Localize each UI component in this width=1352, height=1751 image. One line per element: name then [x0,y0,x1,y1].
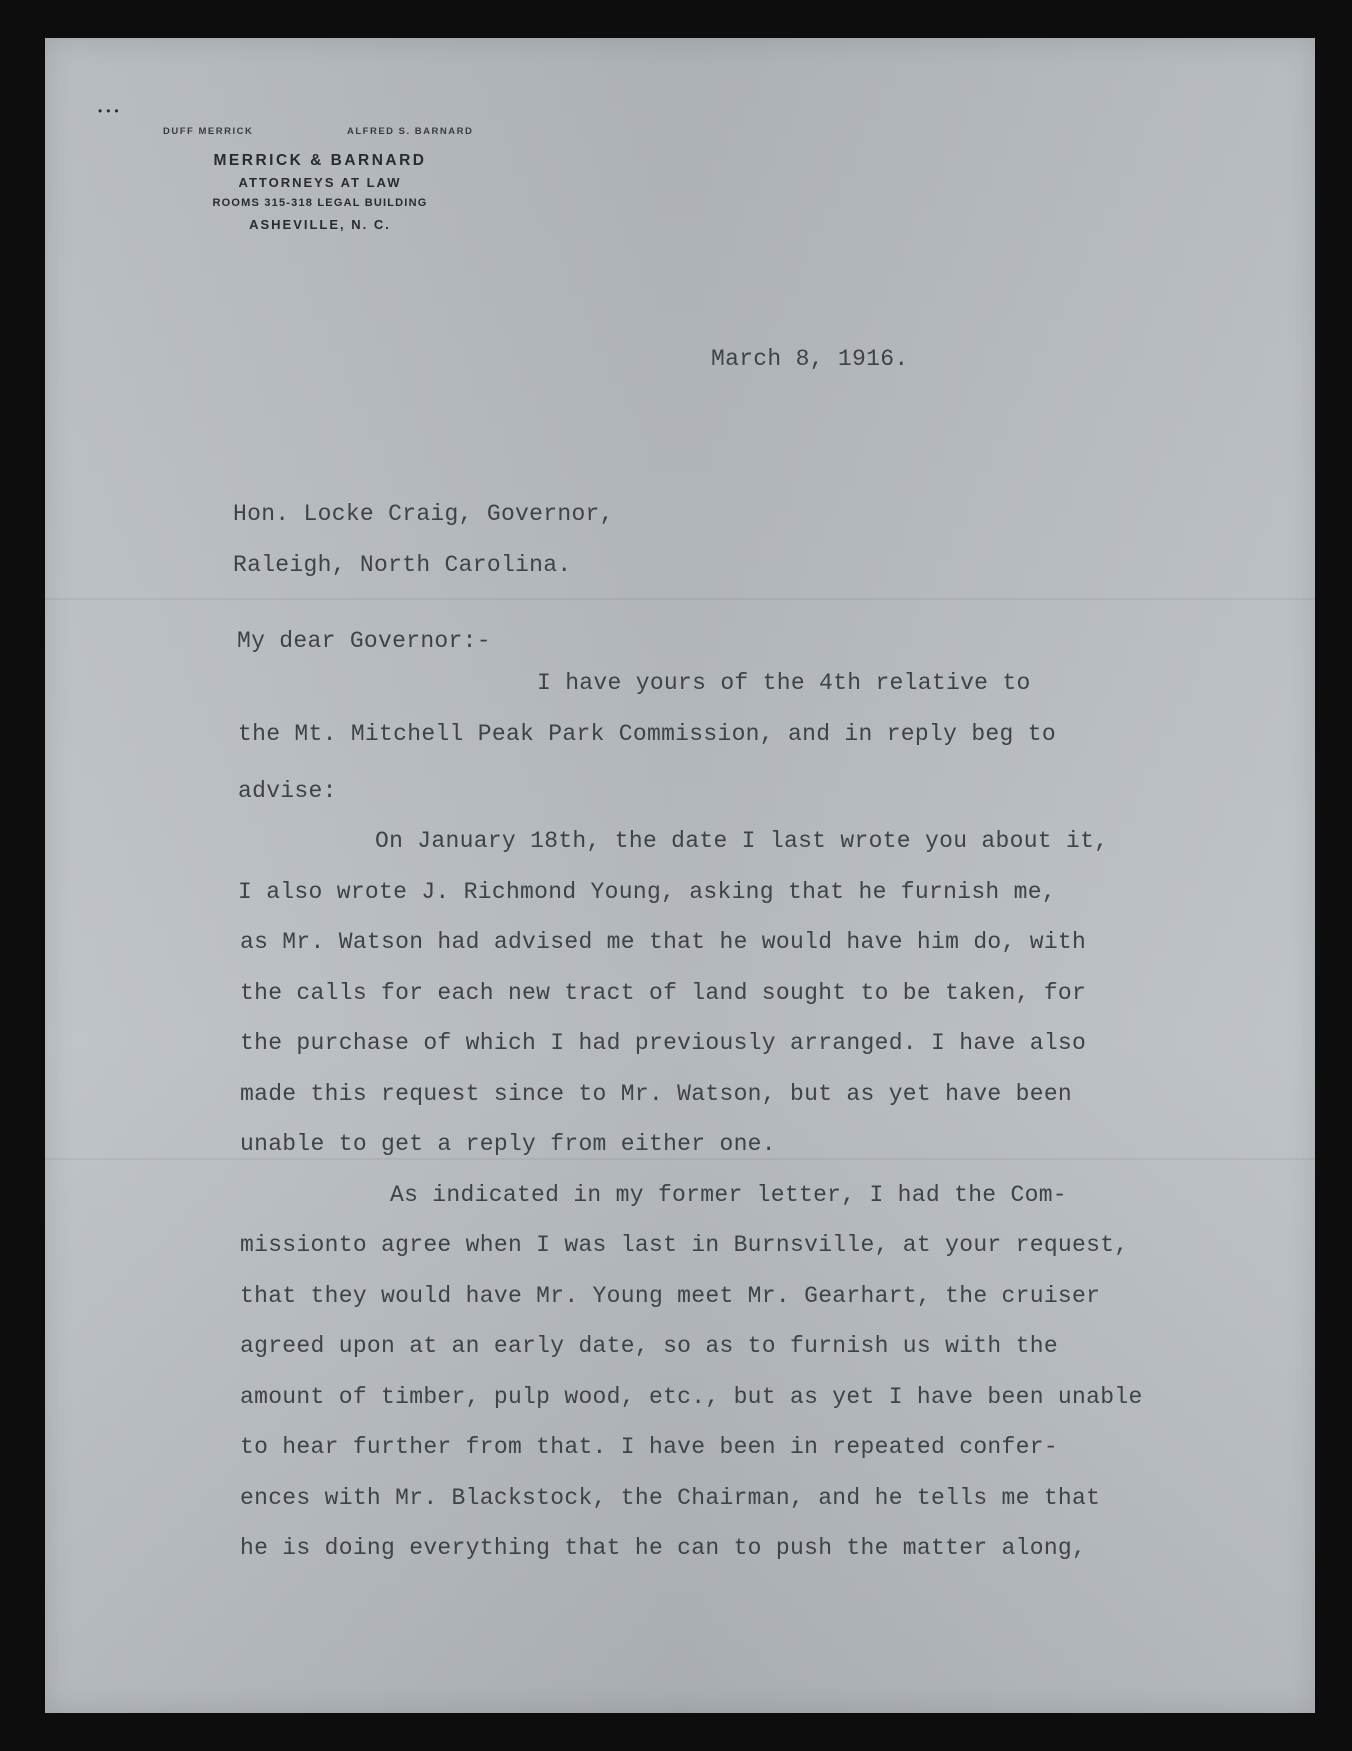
ink-marks: ••• [98,104,123,118]
body-line: I also wrote J. Richmond Young, asking that he furnish me, [238,879,1056,905]
body-line: agreed upon at an early date, so as to furnish us with the [240,1333,1058,1359]
fold-line [45,598,1315,600]
body-line: to hear further from that. I have been in repeated confer- [240,1434,1058,1460]
body-line: that they would have Mr. Young meet Mr. Gearhart, the cruiser [240,1283,1101,1309]
body-line: the Mt. Mitchell Peak Park Commission, and in reply beg to [238,721,1056,747]
recipient-line-2: Raleigh, North Carolina. [233,552,572,578]
recipient-line-1: Hon. Locke Craig, Governor, [233,501,614,527]
letterhead-rooms: ROOMS 315-318 LEGAL BUILDING [212,197,428,209]
body-line: as Mr. Watson had advised me that he would have him do, with [240,929,1087,955]
letterhead-profession: ATTORNEYS AT LAW [238,175,402,190]
body-line: ences with Mr. Blackstock, the Chairman, and he tells me that [240,1485,1101,1511]
fold-line [45,1158,1315,1160]
letterhead-partner-right: ALFRED S. BARNARD [347,126,474,137]
body-line: made this request since to Mr. Watson, but as yet have been [240,1081,1073,1107]
letterhead-firm-name: MERRICK & BARNARD [213,152,427,169]
body-line: the purchase of which I had previously arranged. I have also [240,1030,1087,1056]
body-line: On January 18th, the date I last wrote you about it, [375,828,1109,854]
body-line: As indicated in my former letter, I had the Com- [390,1182,1067,1208]
salutation: My dear Governor:- [237,628,491,654]
body-line: amount of timber, pulp wood, etc., but as yet I have been unable [240,1384,1143,1410]
body-line: I have yours of the 4th relative to [537,670,1031,696]
body-line: the calls for each new tract of land sought to be taken, for [240,980,1087,1006]
letter-page [45,38,1315,1713]
body-line: unable to get a reply from either one. [240,1131,776,1157]
letter-date: March 8, 1916. [711,346,909,372]
letterhead-partner-left: DUFF MERRICK [163,126,254,137]
letterhead-city: ASHEVILLE, N. C. [249,217,391,232]
body-line: advise: [238,778,337,804]
body-line: he is doing everything that he can to push the matter along, [240,1535,1087,1561]
body-line: missionto agree when I was last in Burnsville, at your request, [240,1232,1129,1258]
